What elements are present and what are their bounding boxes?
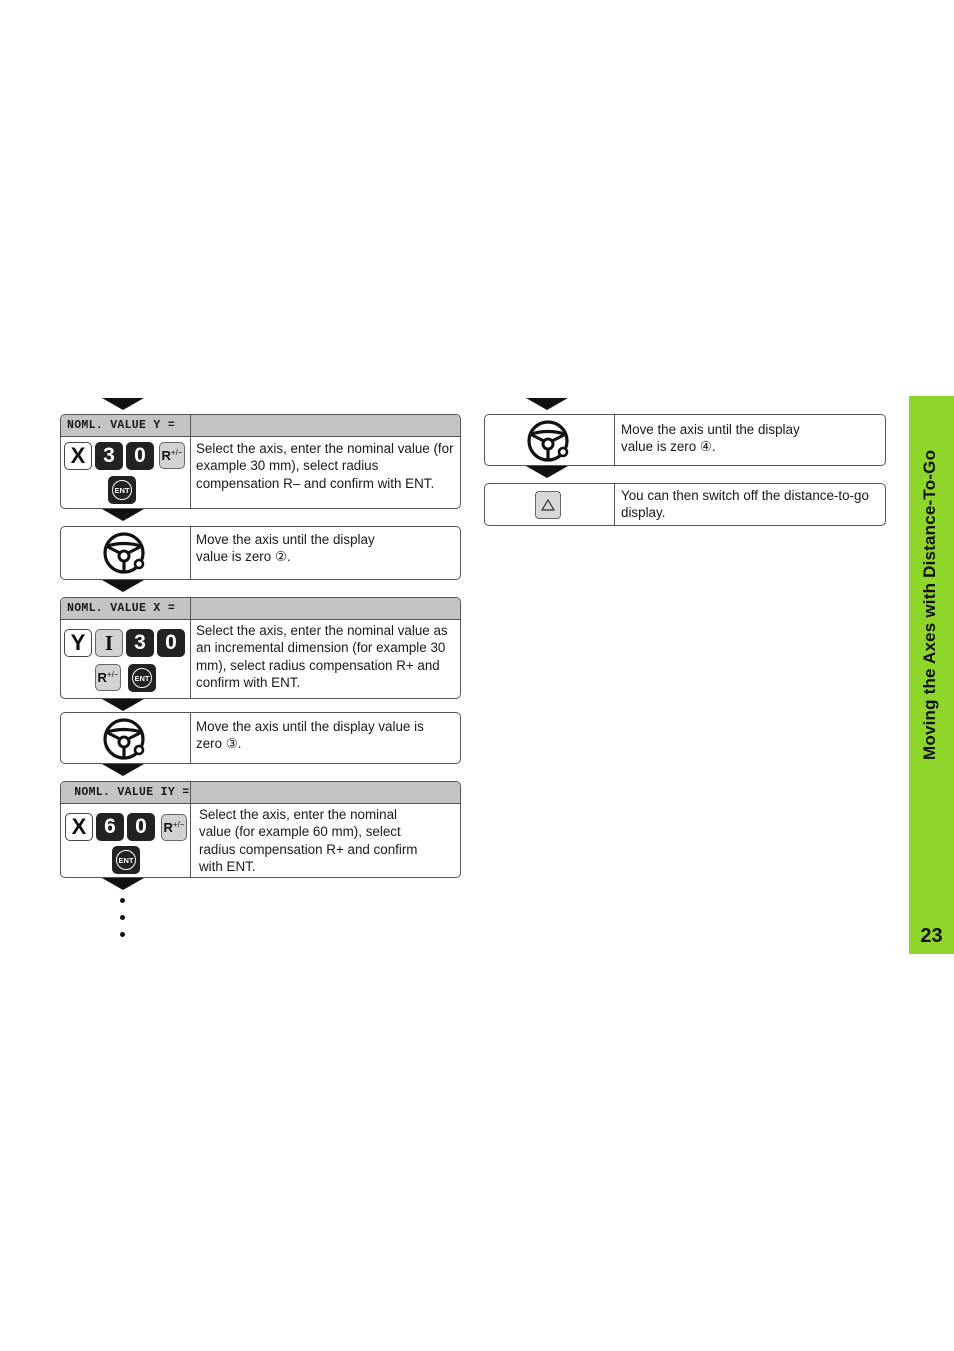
ent-label: ENT [116,850,136,870]
step-box-switch-off [484,483,886,526]
key-3[interactable]: 3 [95,442,123,470]
key-radius-compensation[interactable] [95,664,121,691]
key-radius-compensation[interactable] [161,814,187,841]
flow-arrow [526,466,568,478]
step-text: Select the axis, enter the nominal value (for example 60 mm), select radius compensation R+ and confirm with ENT. [199,807,418,875]
column-divider [614,484,615,525]
continuation-dot [120,932,125,937]
continuation-dot [120,915,125,920]
column-divider [614,415,615,465]
step-text: Move the axis until the display value is zero ④. [621,422,800,455]
key-r-sup: +/− [170,448,183,457]
flow-arrow [102,699,144,711]
key-incremental[interactable]: I [95,629,123,657]
step-text: Select the axis, enter the nominal value (for example 30 mm), select radius compensation R– and confirm with ENT. [196,441,454,491]
key-r-label: R [97,670,107,685]
key-ent[interactable] [112,846,140,874]
flow-arrow [102,580,144,592]
flow-arrow [102,398,144,410]
key-y[interactable]: Y [64,629,92,657]
flow-arrow [102,509,144,521]
key-0[interactable]: 0 [127,813,155,841]
key-6[interactable]: 6 [96,813,124,841]
key-x[interactable]: X [64,442,92,470]
key-r-sup: +/− [106,670,119,679]
step-box-noml-value-y [60,414,461,509]
chapter-title: Moving the Axes with Distance-To-Go [920,449,939,760]
key-0[interactable]: 0 [157,629,185,657]
distance-to-go-key[interactable] [535,491,561,519]
key-radius-compensation[interactable] [159,442,185,469]
display-header: NOML. VALUE X = [61,598,460,620]
column-divider [190,527,191,579]
display-header: NOML. VALUE IY = [61,782,460,804]
column-divider [190,415,191,508]
key-3[interactable]: 3 [126,629,154,657]
step-box-move-axis-2 [60,526,461,580]
continuation-dot [120,898,125,903]
step-box-move-axis-3 [60,712,461,764]
key-r-label: R [163,820,173,835]
handwheel-icon [526,419,570,463]
step-text: Move the axis until the display value is zero ②. [196,532,375,565]
flow-arrow [526,398,568,410]
step-box-move-axis-4 [484,414,886,466]
step-box-noml-value-x [60,597,461,699]
handwheel-icon [102,531,146,575]
column-divider [190,598,191,698]
flow-arrow [102,878,144,890]
display-header: NOML. VALUE Y = [61,415,460,437]
triangle-icon [541,499,555,511]
page-number: 23 [920,925,943,947]
ent-label: ENT [132,668,152,688]
key-ent[interactable] [128,664,156,692]
chapter-sidebar [909,396,954,954]
key-r-label: R [161,448,171,463]
step-box-noml-value-iy [60,781,461,878]
column-divider [190,713,191,763]
key-0[interactable]: 0 [126,442,154,470]
step-text: Move the axis until the display value is zero ③. [196,719,424,752]
key-x[interactable]: X [65,813,93,841]
ent-label: ENT [112,480,132,500]
handwheel-icon [102,717,146,761]
step-text: Select the axis, enter the nominal value as an incremental dimension (for example 30 mm), select radius compensation R+ and confirm with ENT. [196,623,448,691]
column-divider [190,782,191,877]
key-ent[interactable] [108,476,136,504]
key-r-sup: +/− [172,820,185,829]
step-text: You can then switch off the distance-to-go display. [621,488,869,521]
flow-arrow [102,764,144,776]
